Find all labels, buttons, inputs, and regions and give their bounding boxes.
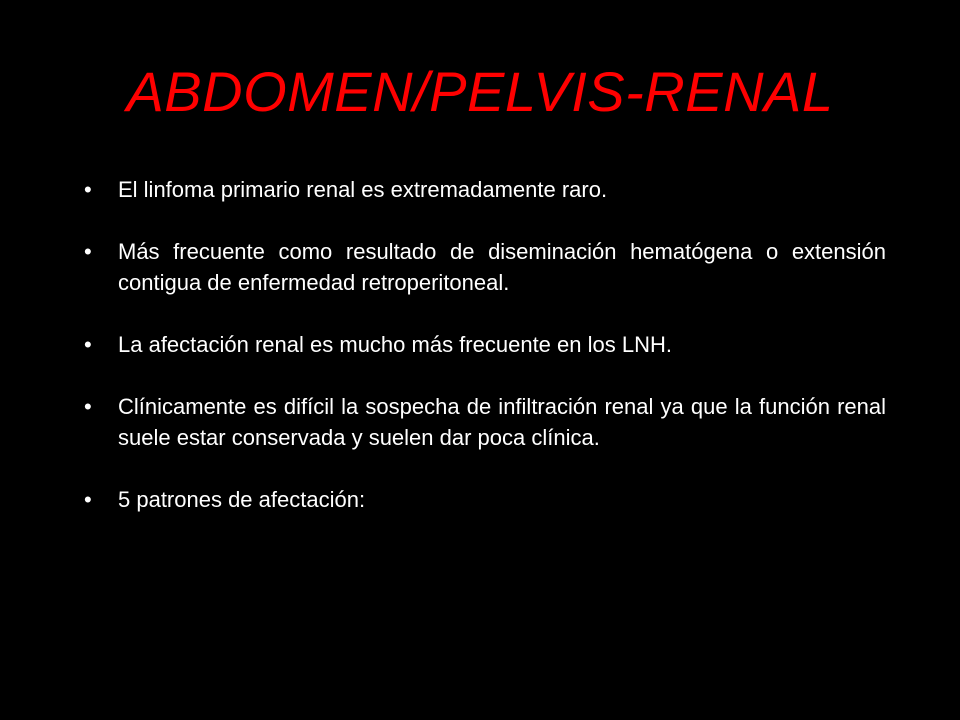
bullet-item <box>84 391 886 453</box>
bullet-text: Más frecuente como resultado de diseminación hematógena o extensión contigua de enfermedad retroperitoneal. <box>118 239 886 295</box>
bullet-list <box>84 174 886 546</box>
bullet-marker: • <box>84 394 92 419</box>
bullet-text: 5 patrones de afectación: <box>118 487 366 512</box>
bullet-item <box>84 484 886 515</box>
bullet-item <box>84 329 886 360</box>
bullet-marker: • <box>84 487 92 512</box>
bullet-text: El linfoma primario renal es extremadamente raro. <box>118 177 608 202</box>
slide-title: ABDOMEN/PELVIS-RENAL <box>126 60 834 123</box>
bullet-marker: • <box>84 332 92 357</box>
bullet-item <box>84 236 886 298</box>
bullet-text: La afectación renal es mucho más frecuente en los LNH. <box>118 332 672 357</box>
bullet-marker: • <box>84 177 92 202</box>
bullet-marker: • <box>84 239 92 264</box>
bullet-text: Clínicamente es difícil la sospecha de infiltración renal ya que la función renal suele estar conservada y suelen dar poca clínica. <box>118 394 886 450</box>
bullet-item <box>84 174 886 205</box>
